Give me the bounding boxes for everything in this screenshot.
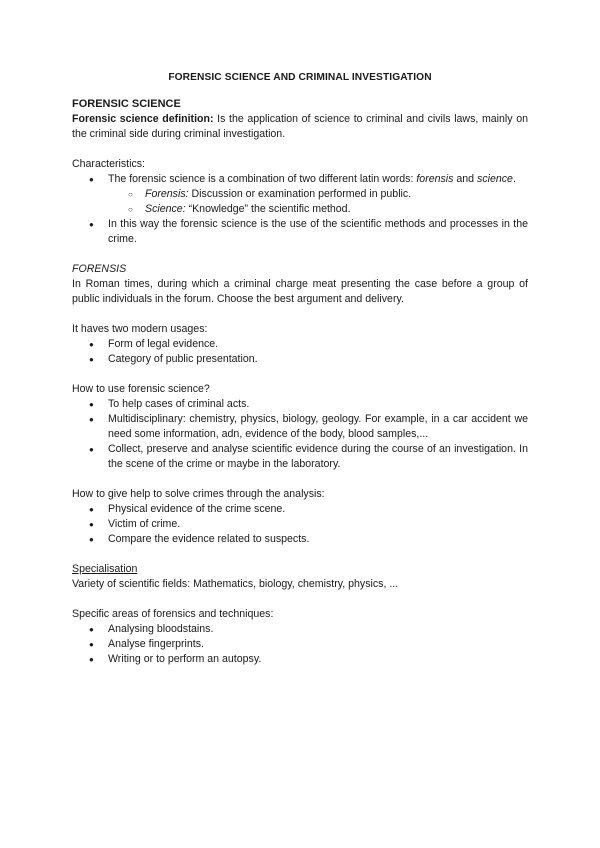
how-to-help-list [72, 502, 528, 547]
list-item: ● Collect, preserve and analyse scientific evidence during the course of an investigation. In the scene of the crime or maybe in the laboratory. [72, 442, 528, 472]
list-item: ● Physical evidence of the crime scene. [72, 502, 528, 517]
list-item: ● The forensic science is a combination of two different latin words: forensis and science. [72, 172, 528, 187]
list-item: ● Compare the evidence related to suspects. [72, 532, 528, 547]
document-page [72, 70, 528, 667]
definition-term: Forensic science definition: [72, 113, 214, 125]
list-item: ● Writing or to perform an autopsy. [72, 652, 528, 667]
section-heading: FORENSIC SCIENCE [72, 98, 181, 110]
how-to-use-intro: How to use forensic science? [72, 383, 210, 395]
specialisation-text: Variety of scientific fields: Mathematics, biology, chemistry, physics, ... [72, 578, 399, 590]
how-to-help-intro: How to give help to solve crimes through the analysis: [72, 488, 325, 500]
list-item: ● Multidisciplinary: chemistry, physics, biology, geology. For example, in a car accident we need some information, adn, evidence of the body, blood samples,... [72, 412, 528, 442]
list-item: ● Form of legal evidence. [72, 337, 528, 352]
characteristics-list-2 [72, 217, 528, 247]
list-item: ● In this way the forensic science is the use of the scientific methods and processes in the crime. [72, 217, 528, 247]
forensis-heading: FORENSIS [72, 263, 127, 275]
usages-list [72, 337, 528, 367]
list-item: ● Category of public presentation. [72, 352, 528, 367]
specialisation-heading: Specialisation [72, 563, 138, 575]
characteristics-label: Characteristics: [72, 158, 145, 170]
list-item: ● To help cases of criminal acts. [72, 397, 528, 412]
document-title: FORENSIC SCIENCE AND CRIMINAL INVESTIGATION [168, 72, 432, 83]
characteristics-sublist [72, 187, 528, 217]
list-item: ○ Forensis: Discussion or examination performed in public. [72, 187, 528, 202]
areas-intro: Specific areas of forensics and techniques: [72, 608, 274, 620]
definition-paragraph [72, 112, 528, 142]
characteristics-list [72, 172, 528, 187]
list-item: ● Analysing bloodstains. [72, 622, 528, 637]
list-item: ● Analyse fingerprints. [72, 637, 528, 652]
forensis-paragraph: In Roman times, during which a criminal charge meat presenting the case before a group of public individuals in the forum. Choose the best argument and delivery. [72, 278, 528, 305]
usages-intro: It haves two modern usages: [72, 323, 208, 335]
list-item: ● Victim of crime. [72, 517, 528, 532]
how-to-use-list [72, 397, 528, 472]
definition-text: Is the application of science to criminal and civils laws, mainly on the criminal side during criminal investigation. [72, 113, 528, 140]
list-item: ○ Science: “Knowledge” the scientific method. [72, 202, 528, 217]
areas-list [72, 622, 528, 667]
